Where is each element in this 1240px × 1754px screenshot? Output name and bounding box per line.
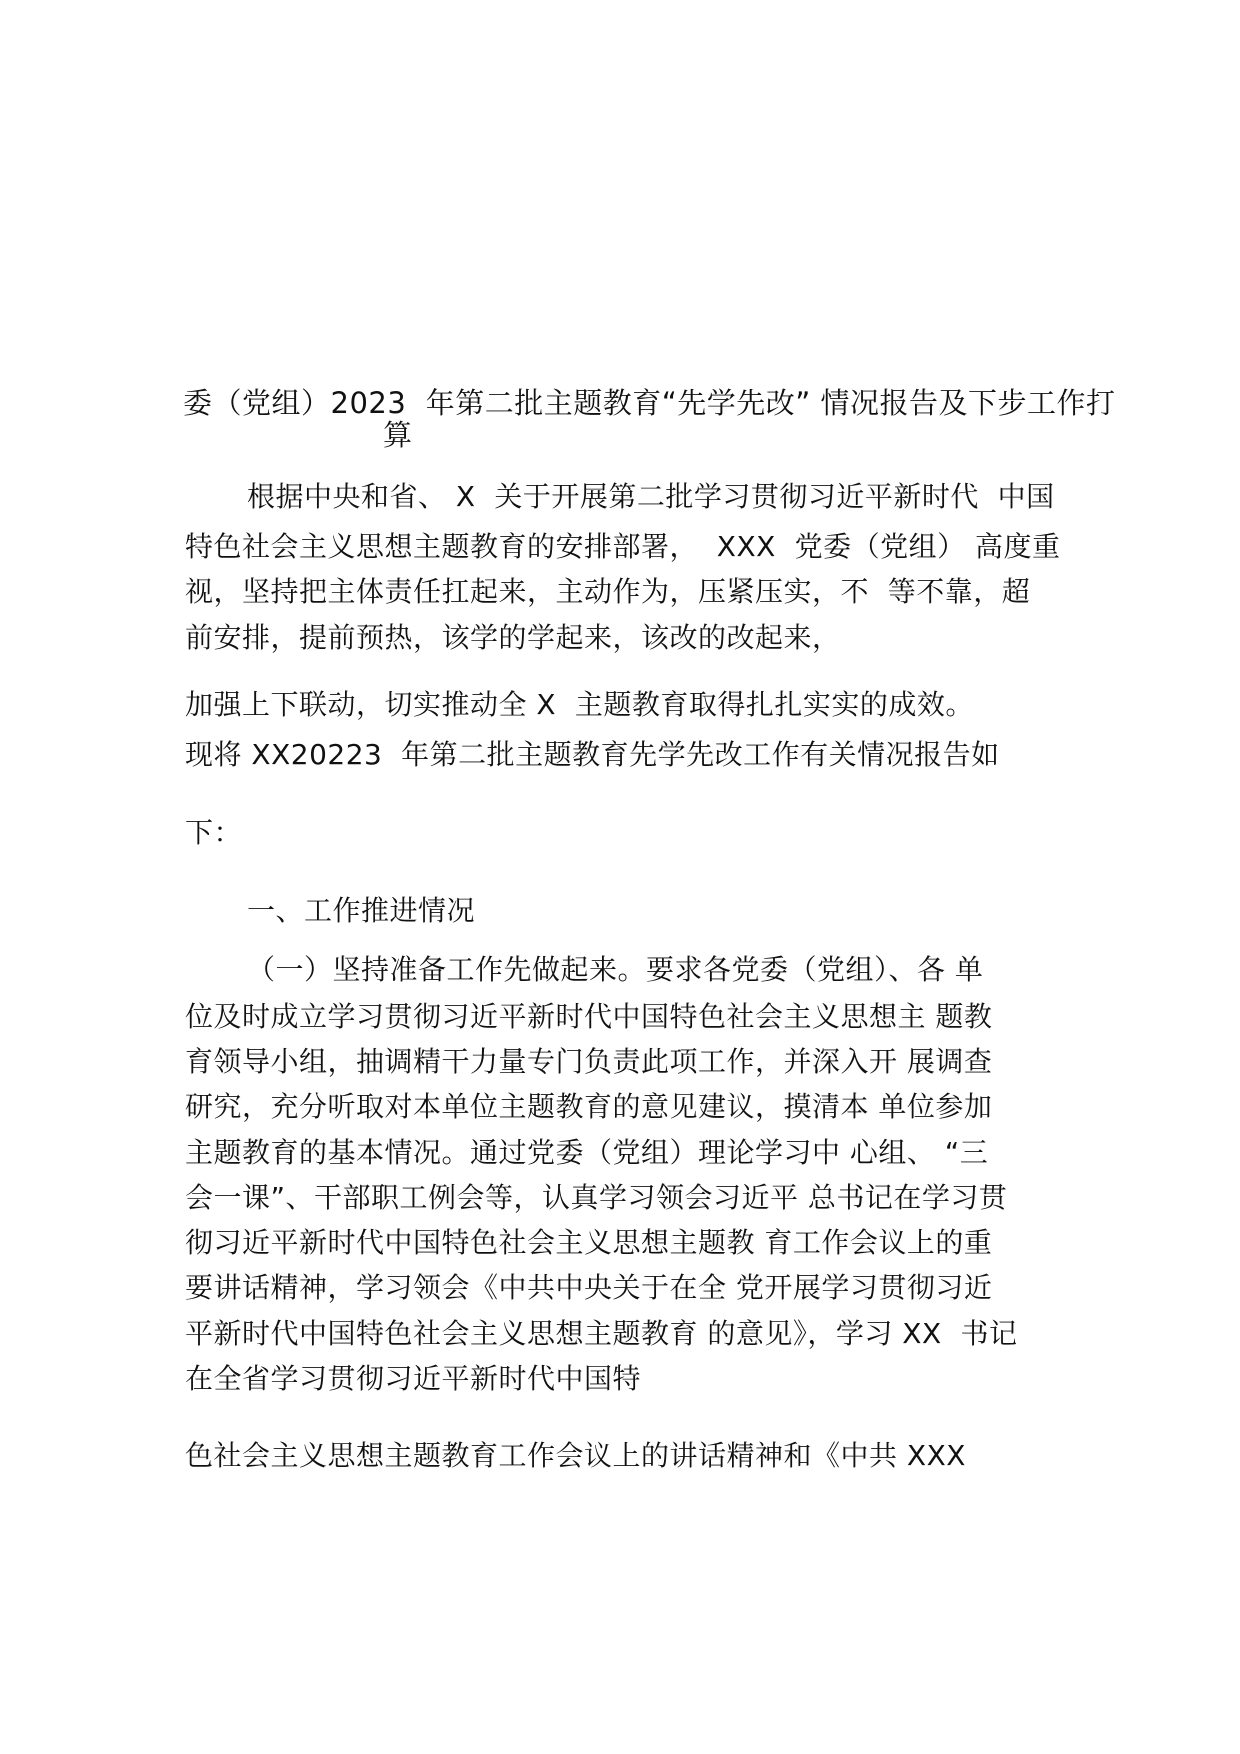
para1-line-7: 彻习近平新时代中国特色社会主义思想主题教 育工作会议上的重 (185, 1226, 993, 1259)
para1-line-1: （一）坚持准备工作先做起来。要求各党委（党组）、各 单 (247, 953, 984, 986)
para1-line-4: 研究，充分听取对本单位主题教育的意见建议，摸清本 单位参加 (185, 1090, 993, 1123)
intro-line-3: 视，坚持把主体责任扛起来，主动作为，压紧压实，不 等不靠，超 (185, 575, 1031, 608)
para1-line-5: 主题教育的基本情况。通过党委（党组）理论学习中 心组、 “三 (185, 1136, 989, 1169)
intro-line-7: 下： (185, 816, 243, 849)
para1-line-2: 位及时成立学习贯彻习近平新时代中国特色社会主义思想主 题教 (185, 1000, 993, 1033)
para1-line-3: 育领导小组，抽调精干力量专门负责此项工作，并深入开 展调查 (185, 1045, 993, 1078)
intro-line-1: 根据中央和省、 X 关于开展第二批学习贯彻习近平新时代 中国 (247, 480, 1055, 513)
intro-line-6: 现将 XX20223 年第二批主题教育先学先改工作有关情况报告如 (185, 738, 1000, 771)
title-line-2: 算 (383, 418, 413, 452)
section-heading-1: 一、工作推进情况 (247, 894, 476, 927)
title-line-1: 委（党组）2023 年第二批主题教育“先学先改” 情况报告及下步工作打 (183, 386, 1116, 420)
intro-line-4: 前安排，提前预热，该学的学起来，该改的改起来， (185, 621, 841, 654)
para1-line-8: 要讲话精神，学习领会《中共中央关于在全 党开展学习贯彻习近 (185, 1271, 993, 1304)
para1-line-6: 会一课”、干部职工例会等，认真学习领会习近平 总书记在学习贯 (185, 1181, 1008, 1214)
para1-line-10: 在全省学习贯彻习近平新时代中国特 (185, 1362, 642, 1395)
intro-line-2: 特色社会主义思想主题教育的安排部署， XXX 党委（党组） 高度重 (185, 530, 1061, 563)
para1-line-11: 色社会主义思想主题教育工作会议上的讲话精神和《中共 XXX (185, 1439, 966, 1472)
para1-line-9: 平新时代中国特色社会主义思想主题教育 的意见》，学习 XX 书记 (185, 1317, 1018, 1350)
intro-line-5: 加强上下联动，切实推动全 X 主题教育取得扎扎实实的成效。 (185, 688, 974, 721)
